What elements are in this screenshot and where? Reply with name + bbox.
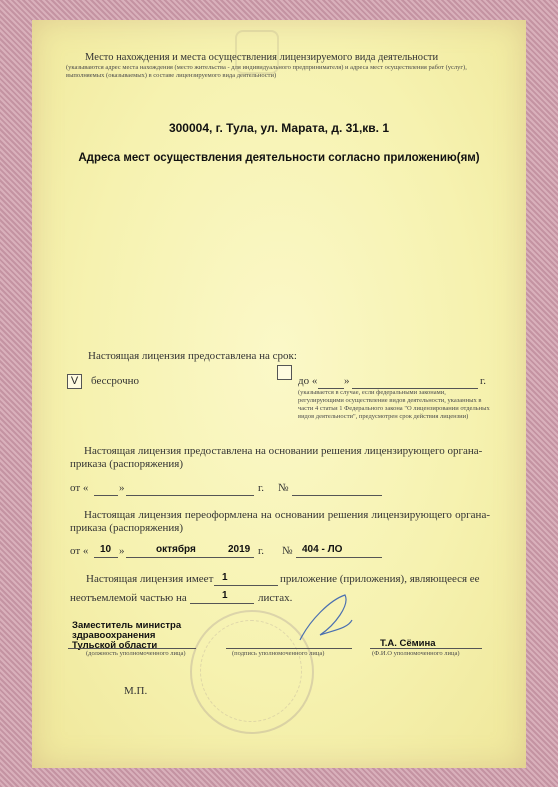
unlimited-checkbox[interactable]: V [67, 374, 82, 389]
appendix-count: 1 [222, 572, 228, 583]
basis-num-sign: № [278, 482, 289, 494]
until-mid: » [344, 375, 350, 387]
name-note: (Ф.И.О уполномоченного лица) [372, 650, 460, 657]
reissue-number: 404 - ЛО [302, 544, 343, 555]
until-suffix: г. [480, 375, 487, 387]
signature-line [226, 648, 352, 649]
appendix-sheets: 1 [222, 590, 228, 601]
appendix-text3: неотъемлемой частью на [70, 592, 187, 604]
stamp-seal-inner [200, 620, 302, 722]
basis-from: от « [70, 482, 89, 494]
position-line [68, 648, 196, 649]
basis-year: г. [258, 482, 265, 494]
place-note: (указываются адрес места нахождения (место жительства - для индивидуального предпринимателя) и адреса мест осуществления работ (услуг), выполняемых (оказываемых) в составе лицензируемого вида деятельности) [66, 64, 467, 79]
basis-number-line [292, 495, 382, 496]
addresses-note: Адреса мест осуществления деятельности согласно приложению(ям) [78, 152, 480, 164]
reissue-date-line [126, 557, 254, 558]
basis-date-line [126, 495, 254, 496]
basis-text: Настоящая лицензия предоставлена на основании решения лицензирующего органа-приказа (распоряжения) [70, 445, 483, 470]
reissue-year: г. [258, 545, 265, 557]
reissue-day-line [94, 557, 118, 558]
until-checkbox[interactable] [277, 365, 292, 380]
reissue-from: от « [70, 545, 89, 557]
until-prefix: до « [298, 375, 318, 387]
appendix-text4: листах. [258, 592, 293, 604]
address-value: 300004, г. Тула, ул. Марата, д. 31,кв. 1 [168, 121, 390, 135]
reissue-number-line [296, 557, 382, 558]
basis-day-line [94, 495, 118, 496]
basis-mid: » [119, 482, 125, 494]
until-note: (указывается в случае, если федеральными законами, регулирующими осуществление видов деятельности, указанных в части 4 статьи 1 Федерального закона "О лицензировании отдельных видов деятельности", предусмотрен срок действия лицензии) [298, 389, 490, 420]
reissue-year-value: 2019 [228, 544, 251, 555]
reissue-mid: » [119, 545, 125, 557]
signer-name: Т.А. Сёмина [380, 638, 436, 649]
appendix-text1: Настоящая лицензия имеет [86, 573, 214, 585]
appendix-text2: приложение (приложения), являющееся ее [280, 573, 480, 585]
position-note: (должность уполномоченного лица) [86, 650, 186, 657]
reissue-text: Настоящая лицензия переоформлена на основании решения лицензирующего органа-приказа (распоряжения) [70, 509, 490, 534]
handwritten-signature [290, 590, 360, 650]
appendix-sheets-line [190, 603, 254, 604]
signer-position: Заместитель министра здравоохранения Тульской области [72, 620, 182, 651]
term-title: Настоящая лицензия предоставлена на срок: [88, 350, 297, 362]
reissue-month: октября [156, 544, 196, 555]
signature-note: (подпись уполномоченного лица) [232, 650, 325, 657]
appendix-count-line [214, 585, 278, 586]
reissue-day: 10 [100, 544, 112, 555]
stamp-place-label: М.П. [124, 685, 148, 697]
name-line [370, 648, 482, 649]
unlimited-label: бессрочно [91, 375, 140, 387]
place-title: Место нахождения и места осуществления лицензируемого вида деятельности [85, 52, 439, 63]
reissue-num-sign: № [282, 545, 293, 557]
